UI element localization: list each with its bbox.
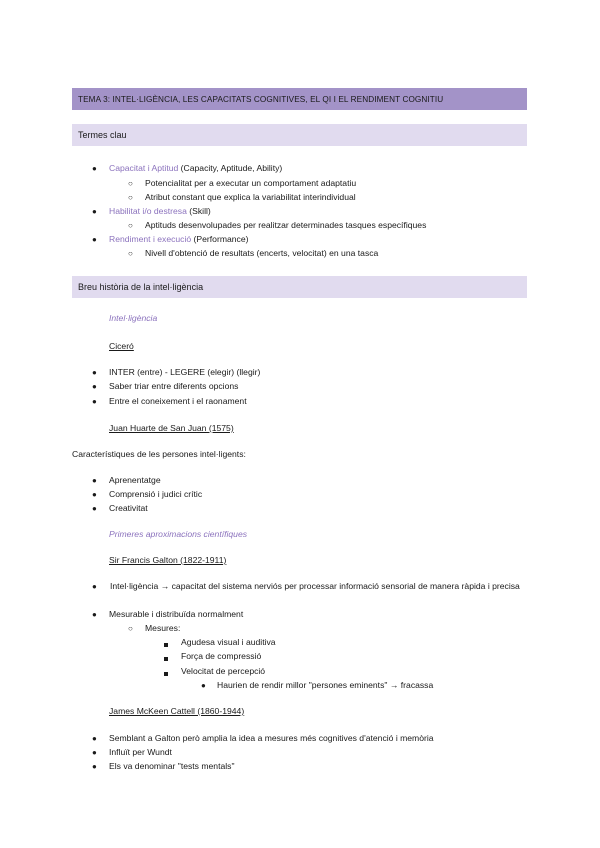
topic-title-band: [72, 88, 527, 110]
key-term-name: Habilitat i/o destresa: [109, 206, 187, 216]
history-heading: Breu història de la intel·ligència: [78, 282, 204, 292]
bullet-icon: ●: [92, 368, 97, 377]
key-term-sub: Atribut constant que explica la variabilitat interindividual: [145, 192, 356, 202]
history-heading-band: [72, 276, 527, 298]
author-ciceron: Ciceró: [109, 341, 134, 351]
bullet-icon: ●: [201, 681, 206, 690]
bullet-icon: ●: [92, 397, 97, 406]
key-term-name: Capacitat i Aptitud: [109, 163, 179, 173]
bullet-icon: ●: [92, 490, 97, 499]
circle-bullet-icon: ○: [128, 624, 133, 633]
bullet-icon: ●: [92, 164, 97, 173]
measure-item: Agudesa visual i auditiva: [181, 637, 276, 647]
circle-bullet-icon: ○: [128, 193, 133, 202]
bullet-icon: ●: [92, 382, 97, 391]
author-galton: Sir Francis Galton (1822-1911): [109, 555, 227, 565]
list-item: INTER (entre) - LEGERE (elegir) (llegir): [109, 367, 261, 377]
list-item: Semblant a Galton però amplia la idea a mesures més cognitives d'atenció i memòria: [109, 733, 434, 743]
bullet-icon: ●: [92, 207, 97, 216]
measure-item: Força de compressió: [181, 651, 262, 661]
key-term-sub: Aptituds desenvolupades per realitzar determinades tasques específiques: [145, 220, 427, 230]
square-bullet-icon: [164, 653, 168, 664]
key-term-detail: (Skill): [186, 206, 211, 216]
square-bullet-icon: [164, 668, 168, 679]
list-item: Mesurable i distribuïda normalment: [109, 609, 244, 619]
circle-bullet-icon: ○: [128, 179, 133, 188]
list-item: Aprenentatge: [109, 475, 161, 485]
list-item: Saber triar entre diferents opcions: [109, 381, 239, 391]
subheading-scientific: Primeres aproximacions científiques: [109, 529, 248, 539]
list-item: Comprensió i judici crític: [109, 489, 203, 499]
list-item: Creativitat: [109, 503, 148, 513]
key-term-name: Rendiment i execució: [109, 234, 192, 244]
key-term-item: [109, 206, 211, 217]
circle-bullet-icon: ○: [128, 221, 133, 230]
list-item: Els va denominar "tests mentals": [109, 761, 235, 771]
measures-label: Mesures:: [145, 623, 181, 633]
square-bullet-icon: [164, 639, 168, 650]
author-cattell: James McKeen Cattell (1860-1944): [109, 706, 245, 716]
subheading-intelligence: Intel·ligència: [109, 313, 158, 323]
key-terms-heading: Termes clau: [78, 130, 127, 140]
list-item: Intel·ligència → capacitat del sistema nerviós per processar informació sensorial de manera ràpida i precisa: [110, 581, 520, 591]
topic-title: TEMA 3: INTEL·LIGÈNCIA, LES CAPACITATS COGNITIVES, EL QI I EL RENDIMENT COGNITIU: [78, 94, 444, 104]
bullet-icon: ●: [92, 582, 97, 591]
bullet-icon: ●: [92, 235, 97, 244]
bullet-icon: ●: [92, 748, 97, 757]
bullet-icon: ●: [92, 610, 97, 619]
bullet-icon: ●: [92, 762, 97, 771]
huarte-intro: Característiques de les persones intel·ligents:: [72, 449, 246, 459]
key-term-sub: Nivell d'obtenció de resultats (encerts, velocitat) en una tasca: [145, 248, 379, 258]
key-term-detail: (Performance): [191, 234, 249, 244]
key-term-sub: Potencialitat per a executar un comportament adaptatiu: [145, 178, 357, 188]
author-huarte: Juan Huarte de San Juan (1575): [109, 423, 234, 433]
key-term-item: [109, 163, 282, 174]
list-item: Entre el coneixement i el raonament: [109, 396, 247, 406]
bullet-icon: ●: [92, 504, 97, 513]
list-item: Influït per Wundt: [109, 747, 172, 757]
bullet-icon: ●: [92, 734, 97, 743]
key-term-item: [109, 234, 248, 245]
key-term-detail: (Capacity, Aptitude, Ability): [178, 163, 283, 173]
bullet-icon: ●: [92, 476, 97, 485]
deep-item: Haurien de rendir millor "persones eminents" → fracassa: [217, 680, 434, 690]
key-terms-heading-band: [72, 124, 527, 146]
measure-item: Velocitat de percepció: [181, 666, 266, 676]
circle-bullet-icon: ○: [128, 249, 133, 258]
